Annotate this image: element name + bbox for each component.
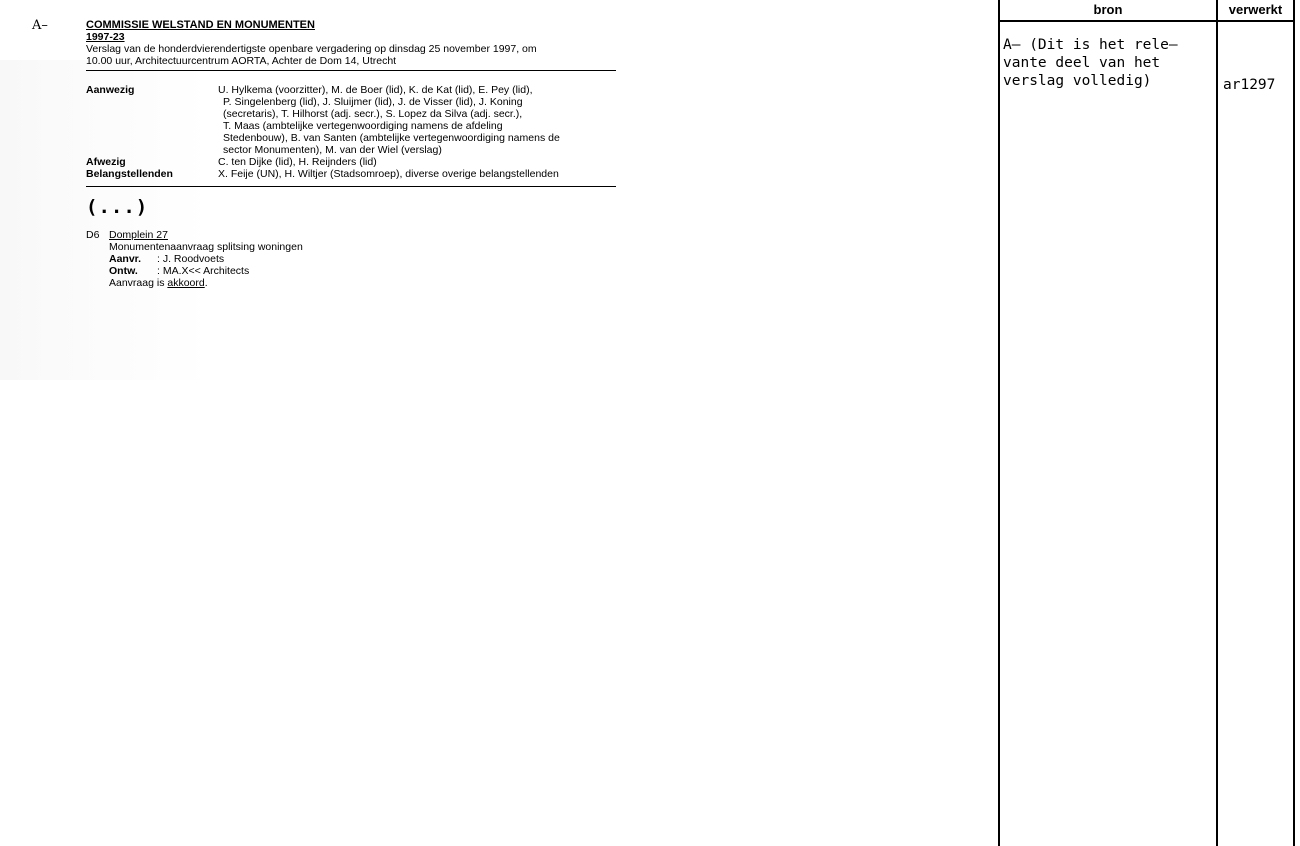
agenda-item xyxy=(86,229,616,289)
absent-label: Afwezig xyxy=(86,156,126,168)
intro-line-1: Verslag van de honderdvierendertigste openbare vergadering op dinsdag 25 november 1997, om xyxy=(86,43,537,55)
absent-value: C. ten Dijke (lid), H. Reijnders (lid) xyxy=(218,156,377,168)
attendance-block xyxy=(86,84,616,180)
margin-marker: A– xyxy=(32,18,48,33)
decision-prefix: Aanvraag is xyxy=(109,277,168,289)
item-code: D6 xyxy=(86,229,100,241)
table-right-rule xyxy=(1293,0,1295,846)
present-line: sector Monumenten), M. van der Wiel (verslag) xyxy=(223,144,442,156)
applicant-row xyxy=(109,253,616,265)
designer-row xyxy=(109,265,616,277)
decision-line xyxy=(109,277,616,289)
verwerkt-value: ar1297 xyxy=(1223,77,1276,93)
intro-line-2: 10.00 uur, Architectuurcentrum AORTA, Achter de Dom 14, Utrecht xyxy=(86,55,397,67)
column-header-verwerkt: verwerkt xyxy=(1228,2,1283,17)
document-excerpt xyxy=(86,19,616,289)
document-number: 1997-23 xyxy=(86,31,125,43)
omission-ellipsis: (...) xyxy=(86,196,149,218)
designer-value: : MA.X<< Architects xyxy=(157,265,250,277)
table-middle-rule xyxy=(1216,0,1218,846)
source-note-line: vante deel van het xyxy=(1003,55,1161,71)
present-line: P. Singelenberg (lid), J. Sluijmer (lid), J. de Visser (lid), J. Koning xyxy=(223,96,523,108)
applicant-label: Aanvr. xyxy=(109,253,142,265)
table-header-rule xyxy=(998,20,1295,22)
source-note-line: A– (Dit is het rele– xyxy=(1003,37,1178,53)
decision-word: akkoord xyxy=(167,277,205,289)
divider-top xyxy=(86,70,616,71)
designer-label: Ontw. xyxy=(109,265,138,277)
item-address: Domplein 27 xyxy=(109,229,168,241)
present-list xyxy=(218,84,616,156)
decision-suffix: . xyxy=(204,277,208,289)
source-note-line: verslag volledig) xyxy=(1003,73,1152,89)
present-line: (secretaris), T. Hilhorst (adj. secr.), S. Lopez da Silva (adj. secr.), xyxy=(223,108,523,120)
column-header-bron: bron xyxy=(1093,2,1123,17)
present-line: T. Maas (ambtelijke vertegenwoordiging namens de afdeling xyxy=(223,120,503,132)
interested-label: Belangstellenden xyxy=(86,168,173,180)
applicant-value: : J. Roodvoets xyxy=(157,253,225,265)
interested-value: X. Feije (UN), H. Wiltjer (Stadsomroep), diverse overige belangstellenden xyxy=(218,168,559,180)
divider-bottom xyxy=(86,186,616,187)
present-line: U. Hylkema (voorzitter), M. de Boer (lid), K. de Kat (lid), E. Pey (lid), xyxy=(218,84,533,96)
present-line: Stedenbouw), B. van Santen (ambtelijke vertegenwoordiging namens de xyxy=(223,132,560,144)
source-note xyxy=(1003,36,1213,90)
table-left-rule xyxy=(998,0,1000,846)
document-title: COMMISSIE WELSTAND EN MONUMENTEN xyxy=(86,19,315,31)
present-label: Aanwezig xyxy=(86,84,135,96)
item-description: Monumentenaanvraag splitsing woningen xyxy=(109,241,303,253)
item-body xyxy=(109,229,616,289)
